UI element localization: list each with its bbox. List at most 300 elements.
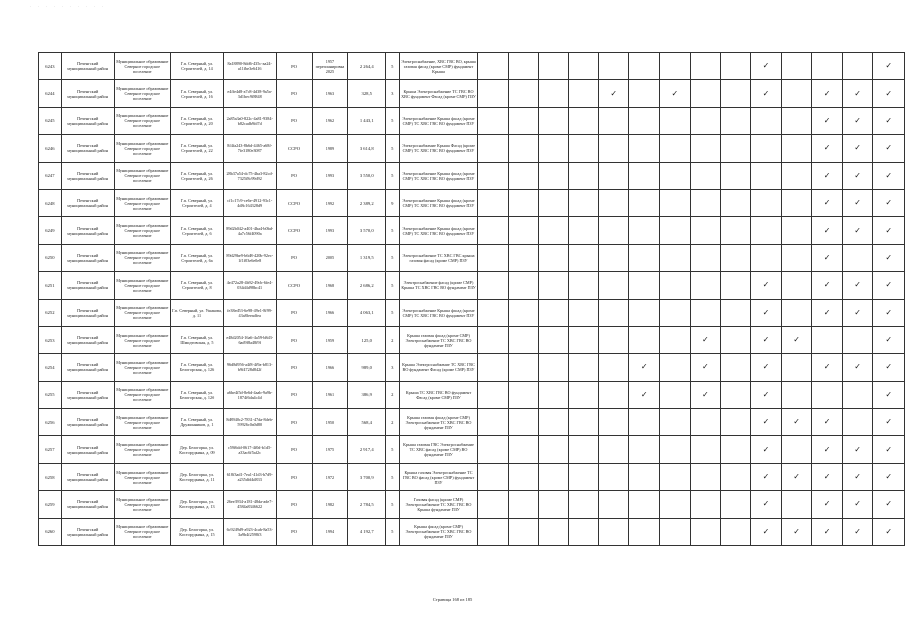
work-cell-10: [751, 518, 782, 545]
district-cell: Печенгский муниципальный район: [61, 463, 114, 490]
work-cell-10: [751, 299, 782, 326]
work-cell-8: [690, 244, 721, 271]
district-cell: Печенгский муниципальный район: [61, 189, 114, 216]
area-cell: 2 917,4: [348, 436, 386, 463]
work-cell-13: [842, 326, 873, 353]
work-cell-12: [812, 107, 843, 134]
district-cell: Печенгский муниципальный район: [61, 518, 114, 545]
work-cell-2: [508, 381, 538, 408]
row-id: 6253: [39, 326, 62, 353]
address-cell: Г.п. Северный, ул. Белогорская, д. 126: [171, 354, 224, 381]
work-cell-14: [873, 436, 905, 463]
work-cell-3: [538, 354, 568, 381]
works-cell: Электроснабжение, ХВС ГВС ВО, крыша газовая фасад (кроме СМР) фундамент Крыша: [399, 53, 478, 80]
code-cell: a6be4f5d-8e6d-4aab-9a9b-1874f6da4c4d: [223, 381, 276, 408]
work-cell-11: [781, 436, 812, 463]
work-cell-6: [629, 217, 660, 244]
checkmark-icon: ✓: [762, 472, 770, 482]
scan-marks: . . . . . . . . . .: [30, 3, 106, 8]
work-cell-14: [873, 409, 905, 436]
checkmark-icon: ✓: [701, 335, 709, 345]
checkmark-icon: ✓: [823, 170, 831, 180]
checkmark-icon: ✓: [885, 362, 893, 372]
work-cell-1: [478, 381, 508, 408]
checkmark-icon: ✓: [823, 362, 831, 372]
work-cell-8: [690, 135, 721, 162]
address-cell: Г.п. Северный, ул. Строителей, д. 14: [171, 53, 224, 80]
row-id: 6247: [39, 162, 62, 189]
works-cell: Электроснабжение Крыша фасад (кроме СМР) ТС ХВС ГВС ВО фундамент ПЗУ: [399, 162, 478, 189]
floors-cell: 5: [386, 463, 399, 490]
works-cell: Электроснабжение Крыша фасад (кроме СМР) ТС ХВС ГВС ВО фундамент ПЗУ: [399, 299, 478, 326]
year-cell: 1992: [312, 189, 348, 216]
municipality-cell: Муниципальное образование Северное городское поселение: [114, 162, 171, 189]
work-cell-14: [873, 162, 905, 189]
floors-cell: 2: [386, 326, 399, 353]
work-cell-14: [873, 80, 905, 107]
work-cell-9: [721, 299, 751, 326]
work-cell-3: [538, 53, 568, 80]
work-cell-3: [538, 189, 568, 216]
work-cell-3: [538, 326, 568, 353]
checkmark-icon: ✓: [854, 170, 861, 180]
address-cell: Г.п. Северный, ул. Строителей, д. 6: [171, 217, 224, 244]
checkmark-icon: ✓: [885, 198, 893, 208]
work-cell-11: [781, 272, 812, 299]
work-cell-14: [873, 354, 905, 381]
work-cell-13: [842, 135, 873, 162]
work-cell-10: [751, 107, 782, 134]
code-cell: 89d29be9-b6d8-420b-92ec-1f1f03e6e0e8: [223, 244, 276, 271]
work-cell-9: [721, 53, 751, 80]
checkmark-icon: ✓: [823, 115, 831, 125]
address-cell: Дер. Белогорка, ул. Косторудкина, д. 15: [171, 518, 224, 545]
code-cell: e4ffe4d8-a7c8-4d38-9a5a-3d1bec9f8848: [223, 80, 276, 107]
work-cell-11: [781, 162, 812, 189]
work-cell-7: [660, 381, 691, 408]
works-cell: Электроснабжение фасад (кроме СМР) Крыша ТС ХВС ГВС ВО фундамент ПЗУ: [399, 272, 478, 299]
code-cell: fe38ed53-6e98-49e1-8f99-43a8feeadfea: [223, 299, 276, 326]
checkmark-icon: ✓: [640, 389, 648, 399]
code-cell: 8d8940c2-7831-47da-8deb-59926c0a0d80: [223, 409, 276, 436]
work-cell-13: [842, 436, 873, 463]
table-row: [39, 491, 905, 518]
work-cell-3: [538, 518, 568, 545]
work-cell-3: [538, 491, 568, 518]
area-cell: 386,9: [348, 381, 386, 408]
work-cell-1: [478, 272, 508, 299]
checkmark-icon: ✓: [885, 389, 893, 399]
work-cell-4: [568, 217, 598, 244]
checkmark-icon: ✓: [823, 88, 831, 98]
work-cell-11: [781, 217, 812, 244]
work-cell-10: [751, 53, 782, 80]
housing-table: [38, 52, 905, 546]
work-cell-13: [842, 381, 873, 408]
work-cell-14: [873, 326, 905, 353]
work-cell-5: [598, 354, 629, 381]
year-cell: 1966: [312, 354, 348, 381]
works-cell: Крыша Электроснабжение ТС ГВС ВО ХВС фундамент Фасад (кроме СМР) ПЗУ: [399, 80, 478, 107]
year-cell: 1972: [312, 463, 348, 490]
work-cell-10: [751, 463, 782, 490]
type-cell: CCPO: [276, 272, 312, 299]
type-cell: PO: [276, 107, 312, 134]
work-cell-6: [629, 491, 660, 518]
work-cell-14: [873, 491, 905, 518]
work-cell-13: [842, 217, 873, 244]
checkmark-icon: ✓: [823, 198, 831, 208]
works-cell: Крыша газовая фасад (кроме СМР) Электроснабжение ТС ХВС ГВС ВО фундамент ПЗУ: [399, 409, 478, 436]
floors-cell: 5: [386, 244, 399, 271]
type-cell: PO: [276, 409, 312, 436]
works-cell: Крыша газовая ГВС Электроснабжение ТС ХВС фасад (кроме СМР) ВО фундамент ПЗУ: [399, 436, 478, 463]
work-cell-14: [873, 217, 905, 244]
row-id: 6251: [39, 272, 62, 299]
work-cell-13: [842, 463, 873, 490]
floors-cell: 5: [386, 162, 399, 189]
work-cell-8: [690, 381, 721, 408]
checkmark-icon: ✓: [762, 88, 770, 98]
work-cell-7: [660, 272, 691, 299]
work-cell-7: [660, 491, 691, 518]
work-cell-11: [781, 107, 812, 134]
work-cell-12: [812, 326, 843, 353]
municipality-cell: Муниципальное образование Северное городское поселение: [114, 135, 171, 162]
work-cell-5: [598, 135, 629, 162]
work-cell-11: [781, 299, 812, 326]
work-cell-13: [842, 189, 873, 216]
work-cell-2: [508, 217, 538, 244]
checkmark-icon: ✓: [823, 252, 831, 262]
work-cell-1: [478, 409, 508, 436]
works-cell: Крыша Электроснабжение ТС ХВС ГВС ВО фундамент Фасад (кроме СМР) ПЗУ: [399, 354, 478, 381]
work-cell-2: [508, 189, 538, 216]
work-cell-10: [751, 326, 782, 353]
table-row: [39, 326, 905, 353]
work-cell-9: [721, 326, 751, 353]
work-cell-3: [538, 107, 568, 134]
year-cell: 1963: [312, 80, 348, 107]
row-id: 6245: [39, 107, 62, 134]
table-row: [39, 381, 905, 408]
municipality-cell: Муниципальное образование Северное городское поселение: [114, 272, 171, 299]
floors-cell: 2: [386, 381, 399, 408]
work-cell-9: [721, 354, 751, 381]
work-cell-12: [812, 381, 843, 408]
type-cell: PO: [276, 244, 312, 271]
code-cell: e48d2054-16a6-4a59-b8d3-6ad9f8a48f9f: [223, 326, 276, 353]
work-cell-5: [598, 53, 629, 80]
work-cell-11: [781, 189, 812, 216]
work-cell-12: [812, 518, 843, 545]
work-cell-4: [568, 381, 598, 408]
year-cell: 1961: [312, 381, 348, 408]
checkmark-icon: ✓: [823, 472, 831, 482]
works-cell: Электроснабжение Крыша фасад (кроме СМР) ТС ХВС ГВС ВО фундамент ПЗУ: [399, 189, 478, 216]
checkmark-icon: ✓: [762, 307, 770, 317]
work-cell-5: [598, 189, 629, 216]
work-cell-6: [629, 436, 660, 463]
work-cell-12: [812, 217, 843, 244]
work-cell-9: [721, 518, 751, 545]
work-cell-2: [508, 80, 538, 107]
row-id: 6256: [39, 409, 62, 436]
type-cell: PO: [276, 354, 312, 381]
checkmark-icon: ✓: [762, 335, 770, 345]
code-cell: 96d8d956-a4f8-4f9a-b813-b9f4728d842f: [223, 354, 276, 381]
row-id: 6246: [39, 135, 62, 162]
work-cell-8: [690, 518, 721, 545]
work-cell-11: [781, 518, 812, 545]
floors-cell: 3: [386, 80, 399, 107]
year-cell: 1966: [312, 299, 348, 326]
work-cell-1: [478, 463, 508, 490]
code-cell: cf1c17c9-ce6e-4912-93c1-4d8c164328d9: [223, 189, 276, 216]
area-cell: 1 443,1: [348, 107, 386, 134]
checkmark-icon: ✓: [701, 362, 709, 372]
checkmark-icon: ✓: [854, 499, 861, 509]
work-cell-7: [660, 299, 691, 326]
checkmark-icon: ✓: [854, 198, 861, 208]
municipality-cell: Муниципальное образование Северное городское поселение: [114, 409, 171, 436]
work-cell-13: [842, 162, 873, 189]
address-cell: Дер. Белогорка, ул. Косторудкина, д. 13: [171, 491, 224, 518]
type-cell: PO: [276, 326, 312, 353]
floors-cell: 5: [386, 518, 399, 545]
work-cell-1: [478, 162, 508, 189]
work-cell-9: [721, 135, 751, 162]
work-cell-4: [568, 409, 598, 436]
work-cell-12: [812, 162, 843, 189]
area-cell: 3 550,0: [348, 162, 386, 189]
work-cell-2: [508, 244, 538, 271]
address-cell: Г.п. Северный, ул. Строителей, д. 4: [171, 189, 224, 216]
work-cell-1: [478, 107, 508, 134]
district-cell: Печенгский муниципальный район: [61, 436, 114, 463]
work-cell-9: [721, 463, 751, 490]
work-cell-5: [598, 80, 629, 107]
work-cell-14: [873, 107, 905, 134]
area-cell: 2 389,2: [348, 189, 386, 216]
municipality-cell: Муниципальное образование Северное городское поселение: [114, 354, 171, 381]
address-cell: Дер. Белогорка, ул. Косторудкина, д. 09: [171, 436, 224, 463]
work-cell-12: [812, 463, 843, 490]
checkmark-icon: ✓: [762, 417, 770, 427]
work-cell-12: [812, 436, 843, 463]
checkmark-icon: ✓: [885, 499, 893, 509]
work-cell-4: [568, 162, 598, 189]
floors-cell: 5: [386, 299, 399, 326]
work-cell-6: [629, 107, 660, 134]
work-cell-13: [842, 518, 873, 545]
year-cell: 1993: [312, 217, 348, 244]
work-cell-3: [538, 162, 568, 189]
work-cell-12: [812, 354, 843, 381]
row-id: 6252: [39, 299, 62, 326]
year-cell: 1993: [312, 162, 348, 189]
row-id: 6255: [39, 381, 62, 408]
work-cell-2: [508, 162, 538, 189]
work-cell-3: [538, 80, 568, 107]
work-cell-7: [660, 326, 691, 353]
work-cell-8: [690, 354, 721, 381]
work-cell-7: [660, 217, 691, 244]
work-cell-10: [751, 354, 782, 381]
type-cell: PO: [276, 436, 312, 463]
floors-cell: 3: [386, 354, 399, 381]
works-cell: Электроснабжение ТС ХВС ГВС крыша газовая фасад (кроме СМР) ПЗУ: [399, 244, 478, 271]
area-cell: 2 784,5: [348, 491, 386, 518]
work-cell-13: [842, 53, 873, 80]
work-cell-2: [508, 436, 538, 463]
work-cell-1: [478, 326, 508, 353]
work-cell-11: [781, 491, 812, 518]
work-cell-2: [508, 135, 538, 162]
address-cell: Г.п. Северный, ул. Ушакова, д. 11: [171, 299, 224, 326]
work-cell-2: [508, 299, 538, 326]
checkmark-icon: ✓: [885, 472, 893, 482]
table-row: [39, 135, 905, 162]
checkmark-icon: ✓: [610, 88, 618, 98]
checkmark-icon: ✓: [793, 335, 800, 345]
address-cell: Г.п. Северный, ул. Шмидтовская, д. 5: [171, 326, 224, 353]
area-cell: 3 570,0: [348, 217, 386, 244]
works-cell: Газовая фасад (кроме СМР) Электроснабжение ТС ХВС ГВС ВО Крыша фундамент ПЗУ: [399, 491, 478, 518]
address-cell: Г.п. Северный, ул. Дружинников, д. 1: [171, 409, 224, 436]
work-cell-4: [568, 491, 598, 518]
work-cell-11: [781, 354, 812, 381]
work-cell-9: [721, 244, 751, 271]
work-cell-1: [478, 518, 508, 545]
work-cell-6: [629, 135, 660, 162]
address-cell: Г.п. Северный, ул. Строителей, д. 20: [171, 107, 224, 134]
district-cell: Печенгский муниципальный район: [61, 53, 114, 80]
work-cell-12: [812, 189, 843, 216]
work-cell-13: [842, 272, 873, 299]
work-cell-6: [629, 53, 660, 80]
checkmark-icon: ✓: [885, 335, 893, 345]
area-cell: 989,0: [348, 354, 386, 381]
district-cell: Печенгский муниципальный район: [61, 244, 114, 271]
work-cell-11: [781, 244, 812, 271]
work-cell-5: [598, 518, 629, 545]
table-row: [39, 436, 905, 463]
work-cell-11: [781, 381, 812, 408]
checkmark-icon: ✓: [823, 143, 831, 153]
works-cell: Крыша газовая Электроснабжение ТС ГВС ВО фасад (кроме СМР) фундамент ПЗУ: [399, 463, 478, 490]
work-cell-6: [629, 189, 660, 216]
table-row: [39, 217, 905, 244]
code-cell: 6c9249d9-a923-4cab-8a53-3a9b4f2598f3: [223, 518, 276, 545]
work-cell-9: [721, 107, 751, 134]
year-cell: 1982: [312, 491, 348, 518]
work-cell-4: [568, 436, 598, 463]
work-cell-1: [478, 491, 508, 518]
work-cell-12: [812, 80, 843, 107]
work-cell-1: [478, 244, 508, 271]
work-cell-10: [751, 436, 782, 463]
work-cell-8: [690, 107, 721, 134]
work-cell-7: [660, 244, 691, 271]
work-cell-11: [781, 80, 812, 107]
work-cell-6: [629, 409, 660, 436]
work-cell-5: [598, 409, 629, 436]
table-row: [39, 409, 905, 436]
work-cell-2: [508, 107, 538, 134]
works-cell: Электроснабжение Крыша фасад (кроме СМР) ТС ХВС ГВС ВО фундамент ПЗУ: [399, 217, 478, 244]
work-cell-4: [568, 299, 598, 326]
work-cell-14: [873, 518, 905, 545]
work-cell-8: [690, 463, 721, 490]
table-row: [39, 299, 905, 326]
work-cell-7: [660, 189, 691, 216]
district-cell: Печенгский муниципальный район: [61, 217, 114, 244]
row-id: 6248: [39, 189, 62, 216]
row-id: 6244: [39, 80, 62, 107]
area-cell: 1 319,5: [348, 244, 386, 271]
row-id: 6259: [39, 491, 62, 518]
checkmark-icon: ✓: [793, 417, 800, 427]
work-cell-5: [598, 436, 629, 463]
work-cell-3: [538, 381, 568, 408]
work-cell-7: [660, 80, 691, 107]
page-number: Страница 168 из 185: [432, 597, 473, 602]
work-cell-6: [629, 326, 660, 353]
work-cell-12: [812, 244, 843, 271]
work-cell-4: [568, 244, 598, 271]
checkmark-icon: ✓: [823, 280, 831, 290]
code-cell: 28b37a54-dc75-4ba3-82cd-7325f8c99d92: [223, 162, 276, 189]
checkmark-icon: ✓: [701, 389, 709, 399]
work-cell-5: [598, 326, 629, 353]
year-cell: 1989: [312, 135, 348, 162]
checkmark-icon: ✓: [854, 88, 861, 98]
work-cell-5: [598, 244, 629, 271]
work-cell-2: [508, 272, 538, 299]
work-cell-3: [538, 409, 568, 436]
area-cell: 3 700,9: [348, 463, 386, 490]
code-cell: 8a18890-8dd6-435c-aa24-a11fbe3e6416: [223, 53, 276, 80]
year-cell: 1962: [312, 107, 348, 134]
year-cell: 1957 перепланировка 2025: [312, 53, 348, 80]
work-cell-11: [781, 326, 812, 353]
work-cell-11: [781, 409, 812, 436]
work-cell-9: [721, 381, 751, 408]
work-cell-10: [751, 80, 782, 107]
checkmark-icon: ✓: [823, 417, 831, 427]
work-cell-4: [568, 53, 598, 80]
work-cell-6: [629, 162, 660, 189]
work-cell-10: [751, 135, 782, 162]
work-cell-1: [478, 436, 508, 463]
work-cell-4: [568, 80, 598, 107]
checkmark-icon: ✓: [854, 362, 861, 372]
work-cell-5: [598, 491, 629, 518]
district-cell: Печенгский муниципальный район: [61, 80, 114, 107]
checkmark-icon: ✓: [762, 362, 770, 372]
row-id: 6257: [39, 436, 62, 463]
municipality-cell: Муниципальное образование Северное городское поселение: [114, 518, 171, 545]
type-cell: CCPO: [276, 217, 312, 244]
year-cell: 1959: [312, 326, 348, 353]
checkmark-icon: ✓: [854, 307, 861, 317]
work-cell-10: [751, 244, 782, 271]
checkmark-icon: ✓: [885, 417, 893, 427]
work-cell-9: [721, 80, 751, 107]
checkmark-icon: ✓: [885, 444, 893, 454]
work-cell-8: [690, 162, 721, 189]
